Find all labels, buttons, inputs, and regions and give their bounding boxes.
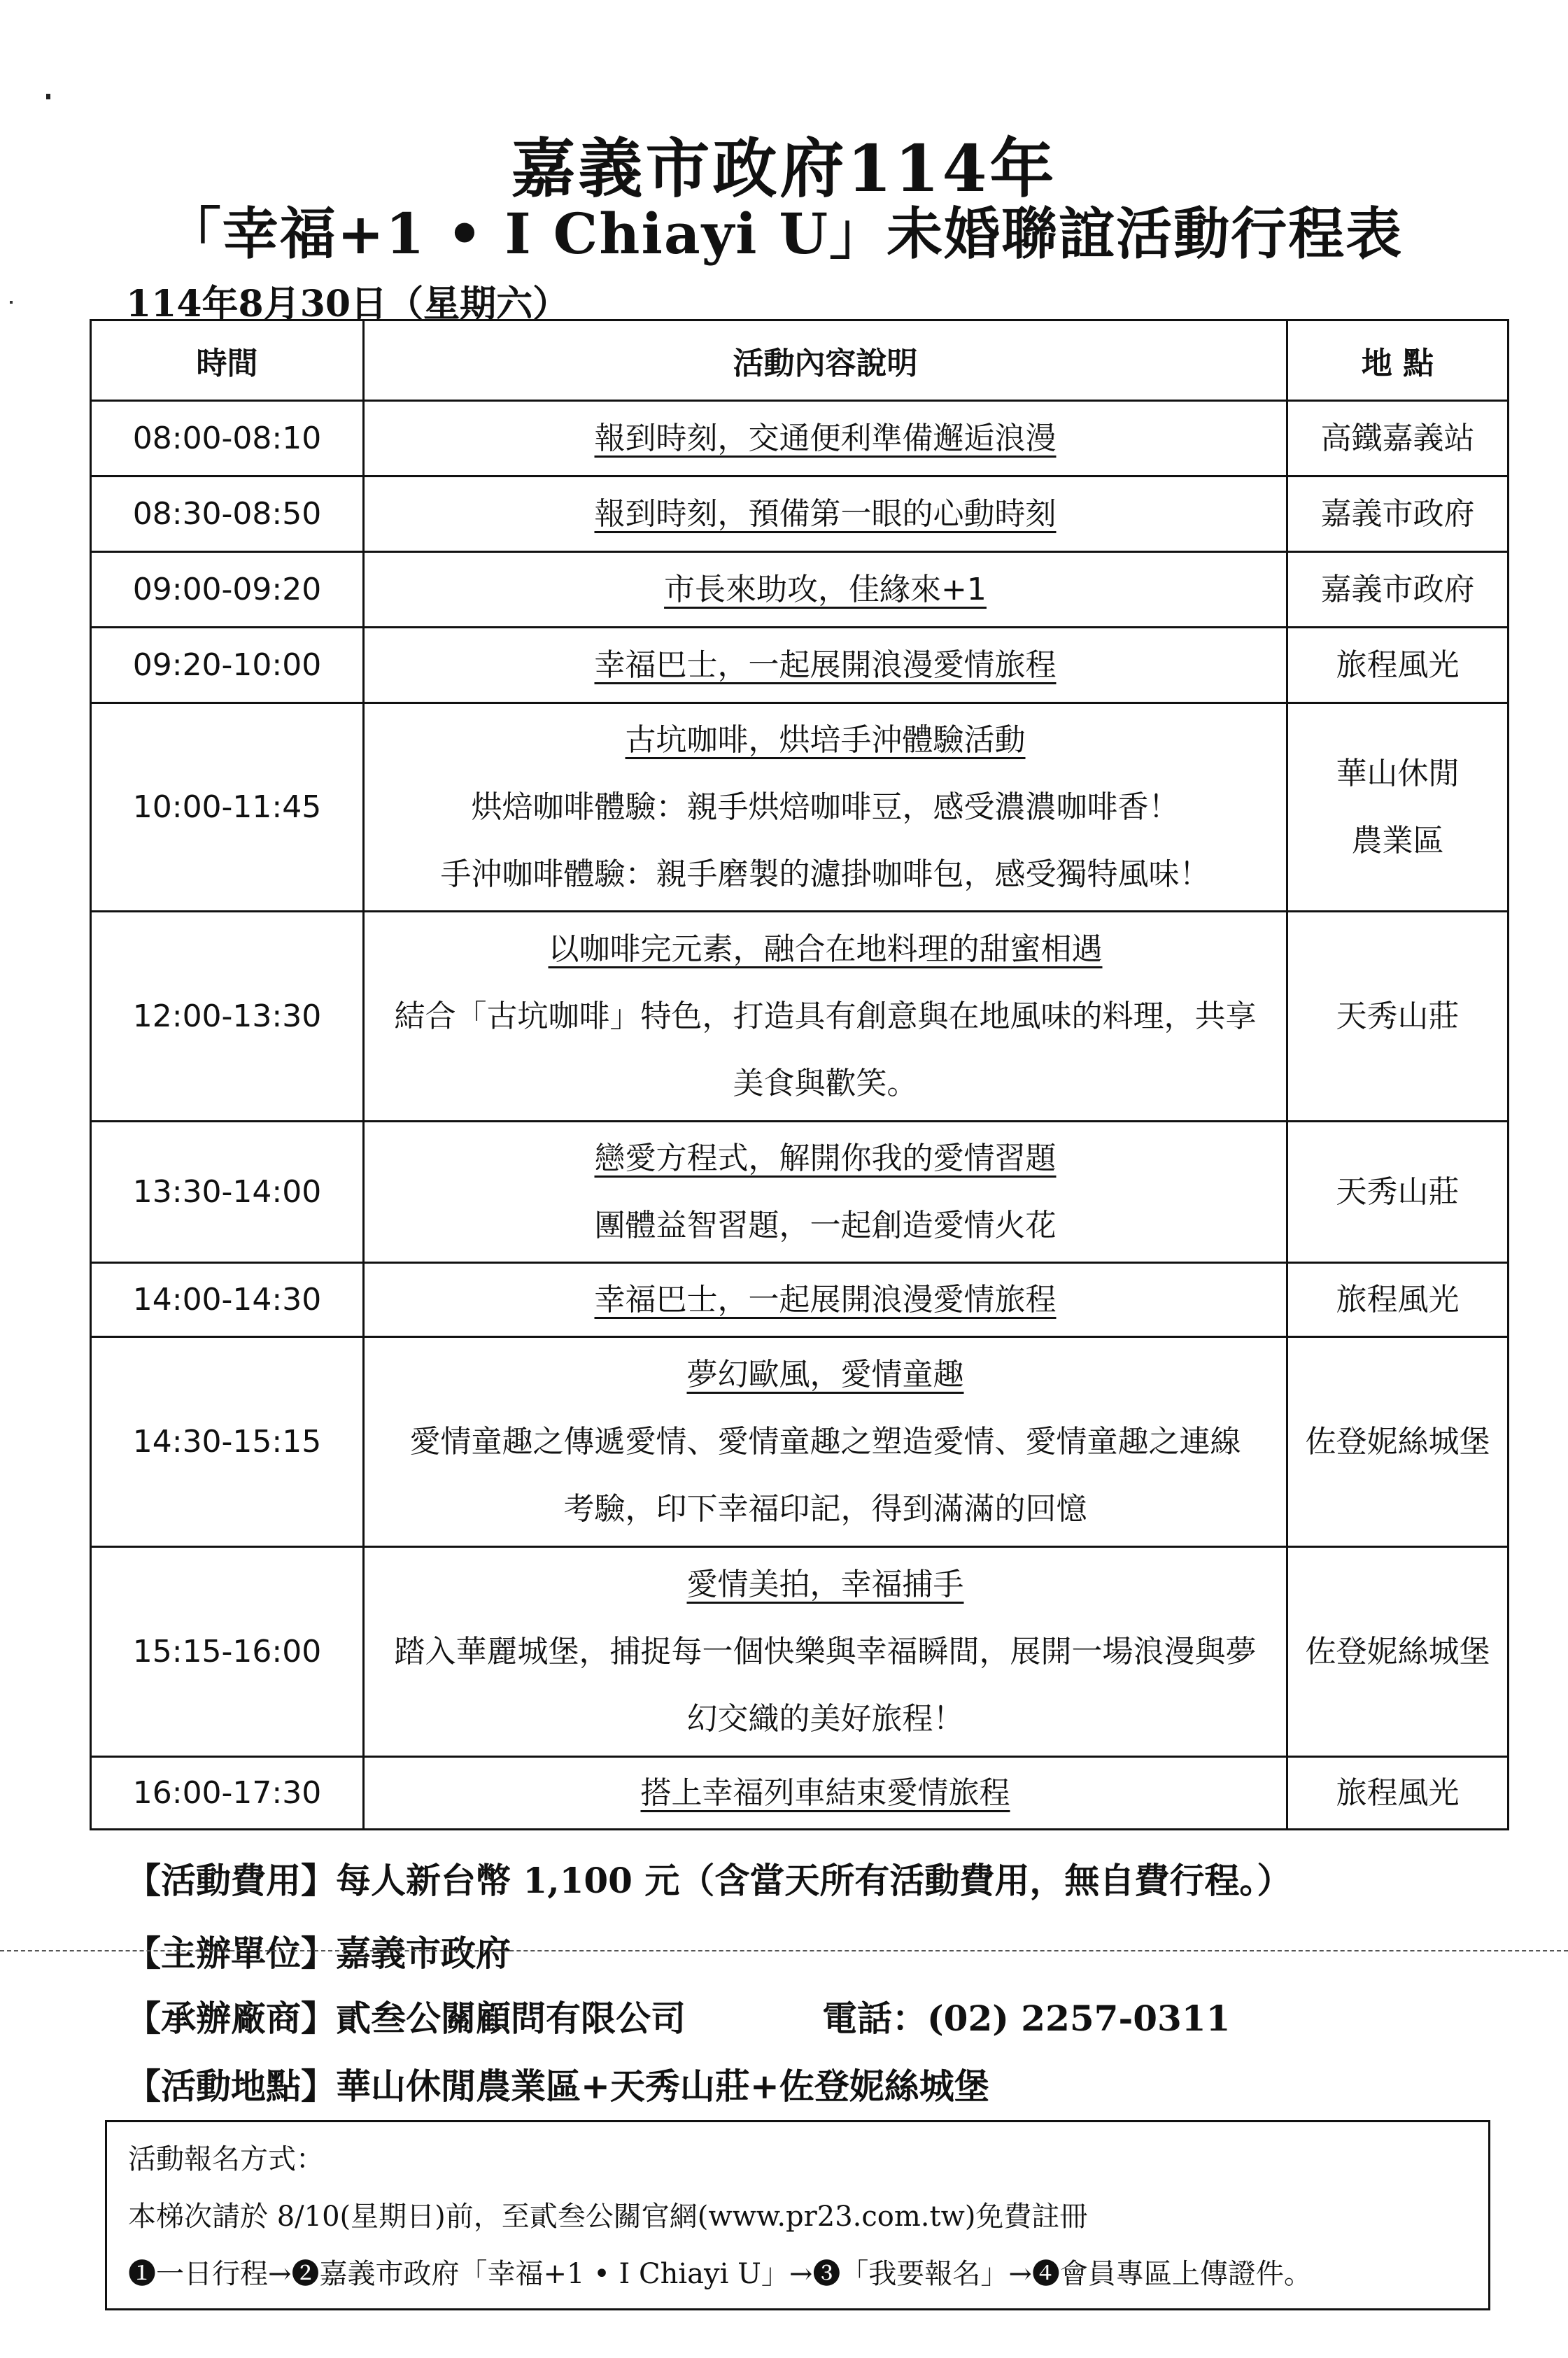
- header-time: 時間: [91, 320, 364, 401]
- venue-text: 【活動地點】華山休閒農業區+天秀山莊+佐登妮絲城堡: [126, 2066, 989, 2107]
- location-line: 佐登妮絲城堡: [1305, 1633, 1490, 1669]
- phone-text: 電話：(02) 2257-0311: [822, 1998, 1231, 2039]
- row-content: [364, 1547, 1287, 1757]
- registration-line2: ❶一日行程→❷嘉義市政府「幸福+1 • I Chiayi U」→❸「我要報名」→❹會員專區上傳證件。: [128, 2258, 1312, 2290]
- activity-detail: 幻交織的美好旅程！: [686, 1700, 964, 1737]
- row-time: 09:20-10:00: [91, 628, 364, 703]
- activity-detail: 手沖咖啡體驗：親手磨製的濾掛咖啡包，感受獨特風味！: [440, 856, 1210, 892]
- location-line: 嘉義市政府: [1320, 495, 1475, 532]
- row-content: [364, 1757, 1287, 1830]
- activity-title: 幸福巴士，一起展開浪漫愛情旅程: [594, 647, 1057, 683]
- activity-title: 市長來助攻，佳緣來+1: [664, 571, 987, 607]
- row-time: 16:00-17:30: [91, 1757, 364, 1830]
- scan-speck: [10, 301, 13, 304]
- row-location: [1287, 703, 1509, 912]
- activity-title: 戀愛方程式，解開你我的愛情習題: [594, 1140, 1057, 1176]
- schedule-body: [91, 401, 1509, 1830]
- row-time: 14:00-14:30: [91, 1263, 364, 1337]
- event-date: 114年8月30日（星期六）: [126, 283, 570, 325]
- page-subtitle: 「幸福+1 • I Chiayi U」未婚聯誼活動行程表: [164, 201, 1404, 267]
- row-time: 14:30-15:15: [91, 1337, 364, 1547]
- header-location: 地 點: [1287, 320, 1509, 401]
- table-row: [91, 401, 1509, 476]
- row-location: [1287, 1547, 1509, 1757]
- activity-detail: 愛情童趣之傳遞愛情、愛情童趣之塑造愛情、愛情童趣之連線: [409, 1423, 1241, 1460]
- activity-detail: 團體益智習題，一起創造愛情火花: [594, 1207, 1057, 1243]
- activity-detail: 考驗，印下幸福印記，得到滿滿的回憶: [563, 1490, 1087, 1527]
- row-location: [1287, 912, 1509, 1122]
- row-time: 10:00-11:45: [91, 703, 364, 912]
- activity-title: 夢幻歐風，愛情童趣: [686, 1356, 964, 1392]
- registration-heading: 活動報名方式：: [128, 2143, 324, 2175]
- location-line: 天秀山莊: [1336, 998, 1460, 1034]
- activity-detail: 結合「古坑咖啡」特色，打造具有創意與在地風味的料理，共享: [394, 998, 1257, 1034]
- row-content: [364, 552, 1287, 628]
- row-time: 15:15-16:00: [91, 1547, 364, 1757]
- activity-title: 以咖啡完元素，融合在地料理的甜蜜相遇: [548, 931, 1103, 967]
- row-content: [364, 1122, 1287, 1263]
- table-row: [91, 1337, 1509, 1547]
- row-content: [364, 703, 1287, 912]
- row-time: 09:00-09:20: [91, 552, 364, 628]
- row-content: [364, 401, 1287, 476]
- table-row: [91, 476, 1509, 552]
- row-location: [1287, 1757, 1509, 1830]
- activity-title: 報到時刻，預備第一眼的心動時刻: [594, 495, 1057, 532]
- location-line: 高鐵嘉義站: [1320, 420, 1475, 456]
- location-line: 華山休閒: [1336, 755, 1460, 791]
- activity-detail: 踏入華麗城堡，捕捉每一個快樂與幸福瞬間，展開一場浪漫與夢: [394, 1633, 1257, 1669]
- scan-speck: [46, 94, 50, 99]
- location-line: 旅程風光: [1336, 647, 1460, 683]
- row-location: [1287, 628, 1509, 703]
- location-line: 旅程風光: [1336, 1281, 1460, 1318]
- activity-title: 愛情美拍，幸福捕手: [686, 1566, 964, 1602]
- registration-line1: 本梯次請於 8/10(星期日)前，至貳叁公關官網(www.pr23.com.tw)免費註冊: [128, 2201, 1088, 2233]
- table-row: [91, 1122, 1509, 1263]
- contractor-text: 【承辦廠商】貳叁公關顧問有限公司: [126, 1998, 686, 2039]
- organizer-text: 【主辦單位】嘉義市政府: [126, 1933, 511, 1974]
- fee-text: 【活動費用】每人新台幣 1,100 元（含當天所有活動費用，無自費行程。）: [126, 1860, 1292, 1901]
- row-location: [1287, 1263, 1509, 1337]
- row-content: [364, 628, 1287, 703]
- page-title: 嘉義市政府114年: [511, 131, 1057, 206]
- activity-title: 幸福巴士，一起展開浪漫愛情旅程: [594, 1281, 1057, 1318]
- table-row: [91, 1547, 1509, 1757]
- activity-detail: 烘焙咖啡體驗：親手烘焙咖啡豆，感受濃濃咖啡香！: [471, 789, 1180, 825]
- activity-detail: 美食與歡笑。: [733, 1065, 918, 1101]
- row-content: [364, 912, 1287, 1122]
- table-row: [91, 628, 1509, 703]
- table-header-row: [91, 320, 1509, 401]
- table-row: [91, 1263, 1509, 1337]
- row-time: 13:30-14:00: [91, 1122, 364, 1263]
- row-content: [364, 476, 1287, 552]
- location-line: 佐登妮絲城堡: [1305, 1423, 1490, 1460]
- row-time: 12:00-13:30: [91, 912, 364, 1122]
- row-time: 08:30-08:50: [91, 476, 364, 552]
- activity-title: 搭上幸福列車結束愛情旅程: [640, 1774, 1010, 1811]
- location-line: 旅程風光: [1336, 1774, 1460, 1811]
- row-content: [364, 1263, 1287, 1337]
- registration-box: [105, 2120, 1490, 2310]
- location-line: 農業區: [1351, 822, 1444, 859]
- location-line: 嘉義市政府: [1320, 571, 1475, 607]
- row-location: [1287, 401, 1509, 476]
- row-location: [1287, 552, 1509, 628]
- activity-title: 古坑咖啡，烘培手沖體驗活動: [625, 721, 1026, 758]
- table-row: [91, 703, 1509, 912]
- schedule-table: [90, 319, 1509, 1830]
- row-time: 08:00-08:10: [91, 401, 364, 476]
- row-location: [1287, 1122, 1509, 1263]
- location-line: 天秀山莊: [1336, 1173, 1460, 1210]
- row-location: [1287, 476, 1509, 552]
- row-location: [1287, 1337, 1509, 1547]
- row-content: [364, 1337, 1287, 1547]
- table-row: [91, 912, 1509, 1122]
- divider-line: [0, 1950, 1568, 1951]
- header-content: 活動內容說明: [364, 320, 1287, 401]
- table-row: [91, 552, 1509, 628]
- table-row: [91, 1757, 1509, 1830]
- activity-title: 報到時刻，交通便利準備邂逅浪漫: [594, 420, 1057, 456]
